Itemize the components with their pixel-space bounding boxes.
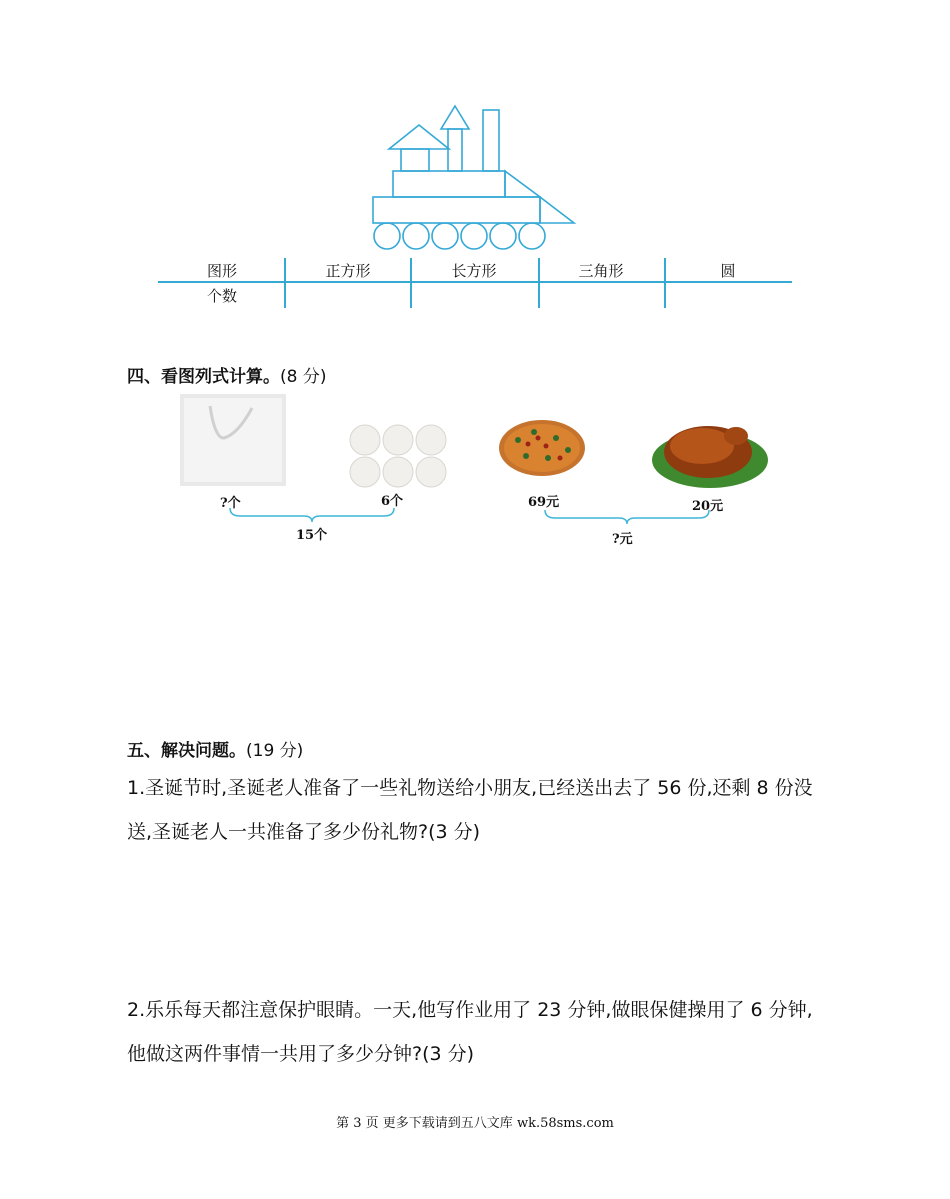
table-column-divider <box>410 258 412 308</box>
question-line: 1.圣诞节时,圣诞老人准备了一些礼物送给小朋友,已经送出去了 56 份,还剩 8 份没 <box>127 777 813 799</box>
steamed-buns-image <box>347 422 449 490</box>
question-line: 2.乐乐每天都注意保护眼睛。一天,他写作业用了 23 分钟,做眼保健操用了 6 分钟, <box>127 999 813 1021</box>
wheel-circle <box>490 223 516 249</box>
table-column-divider <box>538 258 540 308</box>
wheel-circle <box>461 223 487 249</box>
section-heading-5 <box>127 736 303 761</box>
section-heading-4 <box>127 362 326 387</box>
total-price-label: ?元 <box>612 532 633 547</box>
table-header-triangle: 三角形 <box>578 262 624 280</box>
rect-chimney <box>483 110 499 171</box>
triangle-front-lower <box>540 197 574 223</box>
bag-count-label: ?个 <box>220 496 241 511</box>
shape-train-diagram <box>360 100 590 260</box>
question-2 <box>127 988 827 1076</box>
bun-count-label: 6个 <box>381 494 404 509</box>
wheel-circle <box>374 223 400 249</box>
gift-bag-image <box>180 394 286 486</box>
triangle-roof-left <box>389 125 449 149</box>
square-cabin <box>401 149 429 171</box>
wheel-circle <box>432 223 458 249</box>
wheel-circle <box>403 223 429 249</box>
table-column-divider <box>284 258 286 308</box>
chicken-price-label: 20元 <box>692 499 724 514</box>
table-header-rectangle: 长方形 <box>451 262 497 280</box>
table-header-circle: 圆 <box>720 262 736 280</box>
rect-upper-body <box>393 171 505 197</box>
table-header-square: 正方形 <box>325 262 371 280</box>
rect-tower <box>448 129 462 171</box>
rect-lower-body <box>373 197 540 223</box>
question-line: 他做这两件事情一共用了多少分钟?(3 分) <box>127 1043 475 1065</box>
pizza-image <box>498 418 586 478</box>
total-count-label: 15个 <box>296 528 328 543</box>
table-row-label-count: 个数 <box>206 287 237 305</box>
brace-b <box>543 510 711 526</box>
pizza-price-label: 69元 <box>528 495 560 510</box>
question-1 <box>127 766 827 854</box>
page-footer: 第 3 页 更多下载请到五八文库 wk.58sms.com <box>336 1116 614 1131</box>
section-title: 五、解决问题。 <box>127 741 246 761</box>
section-points: (8 分) <box>280 367 327 387</box>
table-header-shape: 图形 <box>206 262 237 280</box>
brace-a <box>228 508 396 524</box>
question-line: 送,圣诞老人一共准备了多少份礼物?(3 分) <box>127 821 481 843</box>
triangle-tower-top <box>441 106 469 129</box>
table-column-divider <box>664 258 666 308</box>
table-row-divider <box>158 281 792 283</box>
section-title: 四、看图列式计算。 <box>127 367 280 387</box>
wheel-circle <box>519 223 545 249</box>
roast-chicken-image <box>650 410 770 492</box>
section-points: (19 分) <box>246 741 304 761</box>
triangle-front-upper <box>505 171 540 197</box>
